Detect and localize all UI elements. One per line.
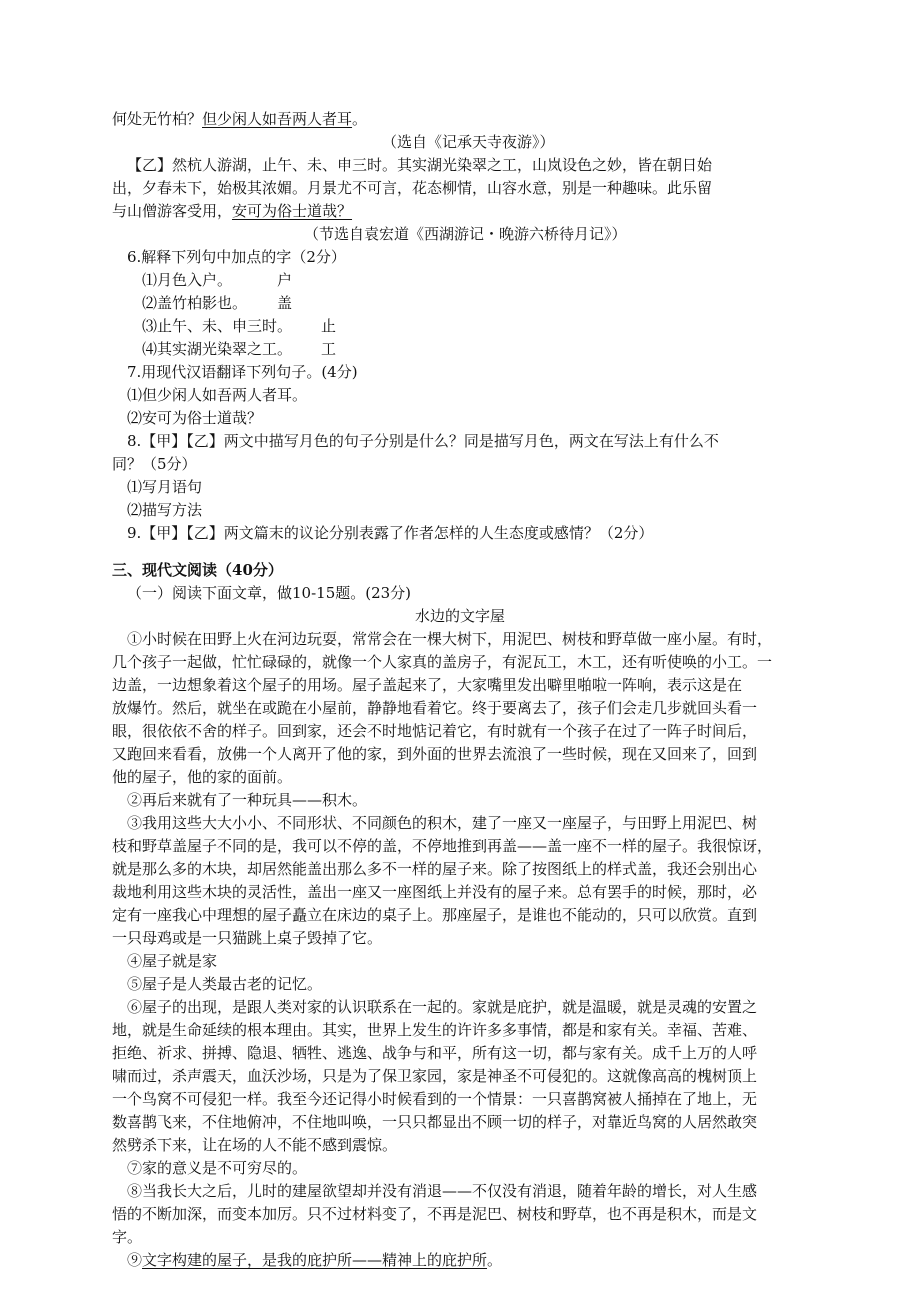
question-6-item (112, 269, 808, 292)
article-paragraph-4: ④屋子就是家 (127, 952, 218, 970)
article-line: 一个鸟窝不可侵犯一样。我至今还记得小时候看到的一个情景：一只喜鹊窝被人捅掉在了地上，无 (112, 1090, 758, 1108)
article-line: 裁地利用这些木块的灵活性，盖出一座又一座图纸上并没有的屋子来。总有罢手的时候，那时，必 (112, 883, 758, 901)
article-line: ⑧当我长大之后，儿时的建屋欲望却并没有消退——不仅没有消退，随着年龄的增长，对人生感 (127, 1182, 758, 1200)
question-8-stem: 8.【甲】【乙】两文中描写月色的句子分别是什么？同是描写月色，两文在写法上有什么不 (127, 432, 719, 450)
article-line: 几个孩子一起做，忙忙碌碌的，就像一个人家真的盖房子，有泥瓦工，木工，还有听使唤的小工。一 (112, 653, 773, 671)
text: 何处无竹柏？ (112, 110, 203, 128)
source-citation: （选自《记承天寺夜游》） (382, 133, 555, 151)
article-paragraph-7: ⑦家的意义是不可穷尽的。 (127, 1159, 308, 1177)
source-citation: （节选自袁宏道《西湖游记・晚游六桥待月记》） (304, 225, 627, 243)
article-paragraph-3 (112, 812, 808, 950)
underlined-sentence: 文字构建的屋子，是我的庇护所——精神上的庇护所 (142, 1251, 488, 1269)
article-line: 然劈杀下来，让在场的人不能不感到震惊。 (112, 1136, 398, 1154)
article-line: 放爆竹。然后，就坐在或跪在小屋前，静静地看着它。终于要离去了，孩子们会走几步就回头看一 (112, 699, 758, 717)
article-line: 地，就是生命延续的根本理由。其实，世界上发生的许许多多事情，都是和家有关。幸福、苦难、 (112, 1021, 758, 1039)
article-line: ③我用这些大大小小、不同形状、不同颜色的积木，建了一座又一座屋子，与田野上用泥巴、树 (127, 814, 758, 832)
item-word: 工 (321, 340, 337, 358)
section-heading: 三、现代文阅读（40分） (112, 561, 283, 579)
article-line: 眼，很依依不舍的样子。回到家，还会不时地惦记着它，有时就有一个孩子在过了一阵子时间后， (112, 722, 758, 740)
article-paragraph-2: ②再后来就有了一种玩具——积木。 (127, 791, 368, 809)
article-line: ①小时候在田野上火在河边玩耍，常常会在一棵大树下，用泥巴、树枝和野草做一座小屋。有时， (127, 630, 773, 648)
question-9-stem: 9.【甲】【乙】两文篇末的议论分别表露了作者怎样的人生态度或感情？（2分） (127, 524, 654, 542)
item-sentence: ⑶止午、未、申三时。 (142, 317, 293, 335)
question-8-item: ⑵描写方法 (127, 501, 203, 519)
spacer (112, 545, 808, 559)
article-title: 水边的文字屋 (414, 607, 505, 625)
article-paragraph-8 (112, 1180, 808, 1249)
article-line: 啸而过，杀声震天，血沃沙场，只是为了保卫家园，家是神圣不可侵犯的。这就像高高的槐树顶上 (112, 1067, 758, 1085)
question-7-item: ⑵安可为俗士道哉？ (127, 409, 263, 427)
article-paragraph-1 (112, 628, 808, 789)
section-subheading: （一）阅读下面文章，做10-15题。(23分) (127, 584, 412, 602)
underlined-sentence: 但少闲人如吾两人者耳 (202, 110, 353, 128)
article-line: 就是那么多的木块，却居然能盖出那么多不一样的屋子来。除了按图纸上的样式盖，我还会别出心 (112, 860, 758, 878)
article-line: 一只母鸡或是一只猫跳上桌子毁掉了它。 (112, 929, 383, 947)
article-paragraph-6 (112, 996, 808, 1157)
question-6-stem: 6.解释下列句中加点的字（2分） (127, 248, 346, 266)
article-line: 数喜鹊飞来，不住地俯冲，不住地叫唤，一只只都显出不顾一切的样子，对靠近鸟窝的人居然敢突 (112, 1113, 758, 1131)
question-7-item: ⑴但少闲人如吾两人者耳。 (127, 386, 308, 404)
item-sentence: ⑷其实湖光染翠之工。 (142, 340, 293, 358)
question-8-item: ⑴写月语句 (127, 478, 203, 496)
article-paragraph-9 (112, 1249, 808, 1272)
article-paragraph-5: ⑤屋子是人类最古老的记忆。 (127, 975, 323, 993)
article-line: ⑥屋子的出现，是跟人类对家的认识联系在一起的。家就是庇护，就是温暖，就是灵魂的安置之 (127, 998, 758, 1016)
item-sentence: ⑵盖竹柏影也。 (142, 294, 248, 312)
passage-yi-line: 出，夕春未下，始极其浓媚。月景尤不可言，花态柳情，山容水意，别是一种趣味。此乐留 (112, 179, 713, 197)
question-8-stem: 同？（5分） (112, 455, 197, 473)
item-word: 户 (277, 271, 293, 289)
item-sentence: ⑴月色入户。 (142, 271, 233, 289)
passage-yi-line: 【乙】然杭人游湖，止午、未、申三时。其实湖光染翠之工，山岚设色之妙，皆在朝日始 (127, 156, 713, 174)
article-line: 枝和野草盖屋子不同的是，我可以不停的盖，不停地推到再盖——盖一座不一样的屋子。我很惊讶， (112, 837, 773, 855)
passage-yi-line (112, 200, 808, 223)
article-line: 拒绝、祈求、拼搏、隐退、牺牲、逃逸、战争与和平，所有这一切，都与家有关。成千上万的人呼 (112, 1044, 758, 1062)
item-word: 止 (321, 317, 337, 335)
item-word: 盖 (277, 294, 293, 312)
question-6-item (112, 292, 808, 315)
passage-jia-last-line (112, 108, 808, 131)
text: 。 (487, 1251, 503, 1269)
article-line: 字。 (112, 1228, 143, 1246)
text: ⑨ (127, 1251, 143, 1269)
article-line: 定有一座我心中理想的屋子矗立在床边的桌子上。那座屋子，是谁也不能动的，只可以欣赏。直到 (112, 906, 758, 924)
article-line: 他的屋子，他的家的面前。 (112, 768, 293, 786)
question-6-item (112, 338, 808, 361)
underlined-sentence: 安可为俗士道哉？ (232, 202, 353, 220)
question-6-item (112, 315, 808, 338)
article-line: 悟的不断加深，而变本加厉。只不过材料变了，不再是泥巴、树枝和野草，也不再是积木，而是文 (112, 1205, 758, 1223)
question-7-stem: 7.用现代汉语翻译下列句子。(4分) (127, 363, 358, 381)
article-line: 边盖，一边想象着这个屋子的用场。屋子盖起来了，大家嘴里发出噼里啪啦一阵响，表示这是在 (112, 676, 743, 694)
article-line: 又跑回来看看，放佛一个人离开了他的家，到外面的世界去流浪了一些时候，现在又回来了，回到 (112, 745, 758, 763)
text: 。 (352, 110, 368, 128)
text: 与山僧游客受用， (112, 202, 233, 220)
